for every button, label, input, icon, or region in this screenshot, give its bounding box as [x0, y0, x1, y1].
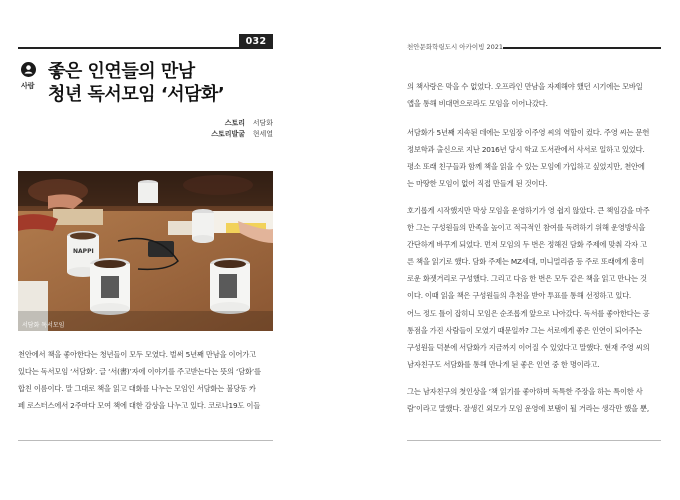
right-paragraph-2: [407, 124, 649, 192]
credit-label-discovery: 스토리발굴: [211, 130, 245, 138]
footer-rule-left: [18, 440, 273, 441]
credit-value-story: 서담화: [252, 119, 273, 127]
page-number: 032: [239, 34, 273, 49]
text-line: 호기롭게 시작했지만 막상 모임을 운영하기가 영 쉽지 않았다. 큰 책임감을 마주: [407, 206, 650, 215]
header-rule-left: [18, 47, 273, 49]
text-line: 는 마땅한 모임이 없어 직접 만들게 된 것이다.: [407, 179, 548, 188]
text-line: 앱을 통해 비대면으로라도 모임을 이어나갔다.: [407, 99, 548, 108]
text-line: 어느 정도 틀이 잡히니 모임은 순조롭게 앞으로 나아갔다. 독서를 좋아한다는 공: [407, 309, 650, 318]
text-line: 른 책을 읽기로 했다. 담화 주제는 MZ세대, 미니멀리즘 등 주로 또래에게 흥미: [407, 257, 645, 266]
section-label: 사람: [21, 82, 35, 90]
text-line: 통점을 가진 사람들이 모였기 때문일까? 그는 서로에게 좋은 인연이 되어주는: [407, 326, 643, 335]
right-paragraph-4: [407, 305, 649, 373]
text-line: 정보학과 출신으로 지난 2016년 당시 학교 도서관에서 사서로 일하고 있었다.: [407, 145, 645, 154]
text-line: 합친 이름이다. 말 그대로 책을 읽고 대화를 나누는 모임인 서담화는 불당동 카: [18, 384, 256, 393]
footer-rule-right: [407, 440, 661, 441]
text-line: 그는 남자친구의 첫인상을 ‘책 읽기를 좋아하며 독특한 주장을 하는 특이한 사: [407, 387, 643, 396]
text-line: 이다. 이때 읽을 책은 구성원들의 추천을 받아 투표를 통해 선정하고 있다.: [407, 291, 632, 300]
article-title-line1: 좋은 인연들의 만남: [48, 61, 195, 82]
header-rule-right: [503, 47, 661, 49]
credit-label-story: 스토리: [224, 119, 245, 127]
text-line: 있다는 독서모임 ‘서담화’. 글 ‘서(書)’자에 이야기를 주고받는다는 뜻의 ‘담화’를: [18, 367, 261, 376]
text-line: 람’이라고 말했다. 잘생긴 외모가 모임 운영에 보탬이 될 거라는 생각만 했을 뿐,: [407, 404, 649, 413]
left-body-text: [18, 346, 273, 414]
series-title: 천안문화학링도시 아카이빙 2021: [407, 43, 504, 51]
right-paragraph-5: [407, 383, 649, 417]
text-line: 천안에서 책을 좋아한다는 청년들이 모두 모였다. 벌써 5년째 만남을 이어가고: [18, 350, 256, 359]
text-line: 페 로스터스에서 2주마다 모여 책에 대한 감상을 나누고 있다. 코로나19도 이들: [18, 401, 261, 410]
right-paragraph-3: [407, 202, 649, 304]
text-line: 의 책사랑은 막을 수 없었다. 오프라인 만남을 자제해야 했던 시기에는 모바일: [407, 82, 643, 91]
credit-value-discovery: 현세열: [252, 130, 273, 138]
credits: [200, 118, 273, 140]
text-line: 로운 화젯거리로 구성했다. 그리고 다음 한 번은 모두 같은 책을 읽고 만나는 것: [407, 274, 647, 283]
text-line: 한 그는 구성원들의 만족을 높이고 적극적인 참여를 독려하기 위해 운영방식을: [407, 223, 646, 232]
person-icon: [21, 62, 36, 77]
photo-caption: 서담화 독서모임: [22, 322, 65, 329]
svg-text:NAPPI: NAPPI: [73, 248, 94, 255]
text-line: 남자친구도 서담화를 통해 만나게 된 좋은 인연 중 한 명이라고.: [407, 360, 600, 369]
text-line: 서담화가 5년째 지속된 데에는 모임장 이주영 씨의 역할이 컸다. 주영 씨는 문헌: [407, 128, 650, 137]
text-line: 구성원들 덕분에 서담화가 지금까지 이어질 수 있었다고 말했다. 현재 주영 씨의: [407, 343, 650, 352]
text-line: 간단하게 바꾸게 되었다. 먼저 모임의 두 번은 정해진 담화 주제에 맞춰 각자 고: [407, 240, 647, 249]
right-paragraph-1: [407, 78, 643, 112]
article-title-line2: 청년 독서모임 ‘서담화’: [48, 84, 225, 105]
text-line: 평소 또래 친구들과 함께 책을 읽을 수 있는 모임에 가입하고 싶었지만, 천안에: [407, 162, 645, 171]
reading-group-photo: [18, 171, 273, 331]
